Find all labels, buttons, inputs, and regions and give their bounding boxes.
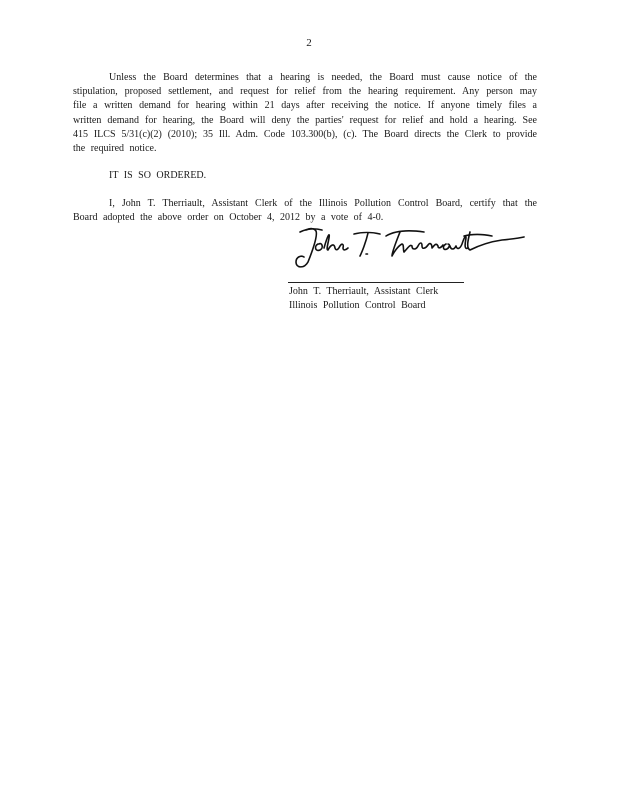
- notice-paragraph: Unless the Board determines that a hearing is needed, the Board must cause notice of the stipulation, proposed settlement, and request for relief from the hearing requirement. Any person may file a written demand for hearing within 21 days after receiving the notice. If anyone timely files a written demand for hearing, the Board will deny the parties' request for relief and hold a hearing. See 415 ILCS 5/31(c)(2) (2010); 35 Ill. Adm. Code 103.300(b), (c). The Board directs the Clerk to provide the required notice.: [73, 72, 537, 155]
- handwritten-signature: [288, 222, 528, 272]
- certification-paragraph: I, John T. Therriault, Assistant Clerk of the Illinois Pollution Control Board, certify that the Board adopted the above order on October 4, 2012 by a vote of 4-0.: [73, 198, 537, 224]
- page-number: 2: [306, 37, 312, 49]
- signature-line: [288, 282, 464, 283]
- signer-name-title: John T. Therriault, Assistant Clerk: [289, 286, 439, 297]
- signer-block: [289, 285, 438, 312]
- signer-organization: Illinois Pollution Control Board: [289, 299, 426, 311]
- ordered-line: IT IS SO ORDERED.: [109, 170, 207, 181]
